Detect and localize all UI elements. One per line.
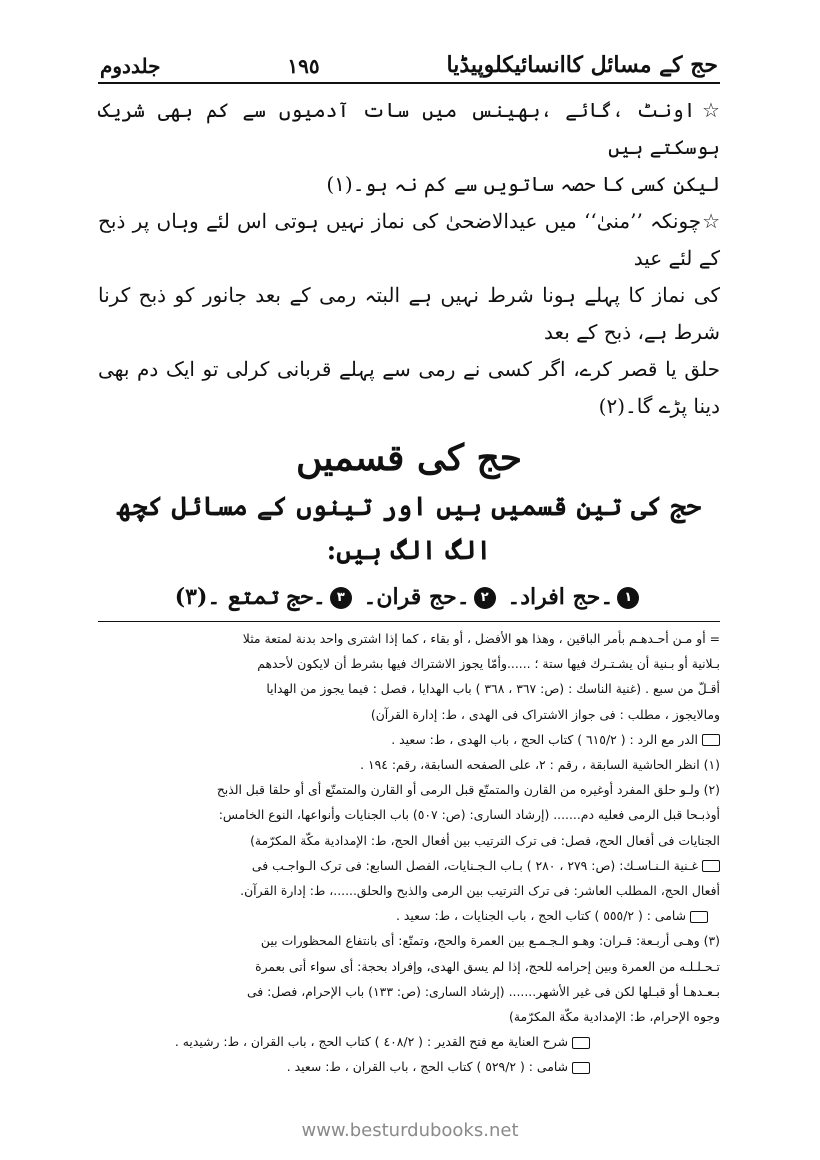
section-heading: حج کی قسمیں xyxy=(295,437,523,479)
number-badge-1: ١ xyxy=(617,587,639,609)
body-line: ☆اونٹ ،گائے ،بھینس میں سات آدمیوں سے کم بھی شریک ہوسکتے ہیں xyxy=(98,98,720,159)
footnote-line: بـلانية أو بـنية أن يشـتـرك فيها ستة ؛ ......وأمّا يجوز الاشتراك فيها بشرط أن لايكون لأحدهم xyxy=(257,656,720,672)
footnote-line: أفعال الحج، المطلب العاشر: فى ترک الترتيب بين الرمى والذبح والحلق......، ط: إدارة القرآن. xyxy=(240,883,720,899)
hajj-types-list xyxy=(98,577,720,617)
footnote-line: (٢) ولـو حلق المفرد أوغيره من القارن والمتمتّع قبل الرمى أو القارن والمتمتّع أى أو حلقا قبل الذبح xyxy=(216,782,720,798)
footnote-line: أوذبـحا قبل الرمى فعليه دم....... (إرشاد السارى: (ص: ٥٠٧) باب الجنايات وأنواعها، النوع الخامس: xyxy=(218,807,720,823)
footnotes xyxy=(98,626,720,1080)
footnote-line: (١) انظر الحاشية السابقة ، رقم : ٢، على الصفحه السابقة، رقم: ١٩٤ . xyxy=(360,757,720,773)
page-number: ١٩٥ xyxy=(287,54,320,78)
book-reference-icon xyxy=(690,911,708,923)
book-reference-icon xyxy=(702,860,720,872)
body-line: لیکن کسی کا حصہ ساتویں سے کم نہ ہو۔(١) xyxy=(326,172,720,196)
footnote-reference: الدر مع الرد : ( ٦١٥/٢ ) كتاب الحج ، باب الهدى ، ط: سعيد . xyxy=(98,727,720,752)
book-reference-icon xyxy=(572,1037,590,1049)
number-badge-3: ٣ xyxy=(330,587,352,609)
footnote-line: = أو مـن أحـدهـم بأمر الباقين ، وهذا هو الأفضل ، أو بقاء ، كما إذا اشترى واحد بدنة لمتعة مثلا xyxy=(242,631,720,646)
body-line: ☆چونکہ ’’منیٰ‘‘ میں عیدالاضحیٰ کی نماز نہیں ہوتی اس لئے وہاں پر ذبح کے لئے عید xyxy=(98,209,720,270)
footnote-divider xyxy=(98,621,720,622)
type-qiran: ۔حج قران۔ xyxy=(363,584,470,610)
watermark-url: www.besturdubooks.net xyxy=(301,1120,519,1141)
volume-label: جلددوم xyxy=(100,54,161,78)
footnote-line: (٣) وهـى أربـعة: قـران: وهـو الـجـمـع بين العمرة والحج، وتمتّع: أى بانتفاع المحظورات بين xyxy=(260,933,720,949)
footnote-line: وجوه الإحرام، ط: الإمدادية مكّة المكرّمة) xyxy=(509,1009,720,1025)
book-reference-icon xyxy=(572,1062,590,1074)
footnote-line: بـعـدهـا أو قبـلها لكن فى غير الأشهر....... (إرشاد السارى: (ص: ١٣٣) باب الإحرام، فصل: فى xyxy=(246,983,720,999)
type-tamattu: ۔حج تمتع ۔(٣) xyxy=(174,584,326,610)
type-ifrad: ۔حج افراد۔ xyxy=(507,584,614,610)
footnote-reference: شرح العناية مع فتح القدير : ( ٤٠٨/٢ ) كتاب الحج ، باب القران ، ط: رشيديه . xyxy=(98,1029,720,1054)
footnote-reference: شامى : ( ٥٥٥/٢ ) كتاب الحج ، باب الجنايات ، ط: سعيد . xyxy=(98,903,720,928)
footnote-reference: شامى : ( ٥٢٩/٢ ) كتاب الحج ، باب القران ، ط: سعيد . xyxy=(98,1054,720,1079)
footnote-reference: غـنية الـنـاسـك: (ص: ٢٧٩ ، ٢٨٠ ) بـاب الـجـنايات، الفصل السابع: فى ترک الـواجـب فى xyxy=(98,853,720,878)
number-badge-2: ٢ xyxy=(474,587,496,609)
footnote-line: تـحـلـلـه من العمرة وبين إحرامه للحج، إذا لم يسق الهدى، وإفراد بحجة: أى سواء أتى بعمرة xyxy=(255,958,720,974)
footnote-line: أقـلّ من سبع . (غنية الناسك : (ص: ٣٦٧ ، ٣٦٨ ) باب الهدايا ، فصل : فيما يجوز من الهدايا xyxy=(266,681,720,697)
book-page xyxy=(98,38,720,1128)
footnote-line: الجنايات فى أفعال الحج، فصل: فى ترک الترتيب بين أفعال الحج، ط: الإمدادية مكّة المكرّمة) xyxy=(250,832,720,848)
body-line: کی نماز کا پہلے ہونا شرط نہیں ہے البتہ رمی کے بعد جانور کو ذبح کرنا شرط ہے، ذبح کے بعد xyxy=(98,283,720,344)
page-header xyxy=(98,38,720,84)
body-line: حلق یا قصر کرے، اگر کسی نے رمی سے پہلے قربانی کرلی تو ایک دم بھی دینا پڑے گا۔(٢) xyxy=(98,357,720,418)
book-title: حج کے مسائل کاانسائیکلوپیڈیا xyxy=(446,52,718,78)
book-reference-icon xyxy=(702,734,720,746)
footnote-line: ومالايجوز ، مطلب : فى جواز الاشتراک فى الهدى ، ط: إدارة القرآن) xyxy=(370,706,720,722)
section-subheading: حج کی تین قسمیں ہیں اور تینوں کے مسائل کچھ الگ الگ ہیں: xyxy=(116,492,702,566)
